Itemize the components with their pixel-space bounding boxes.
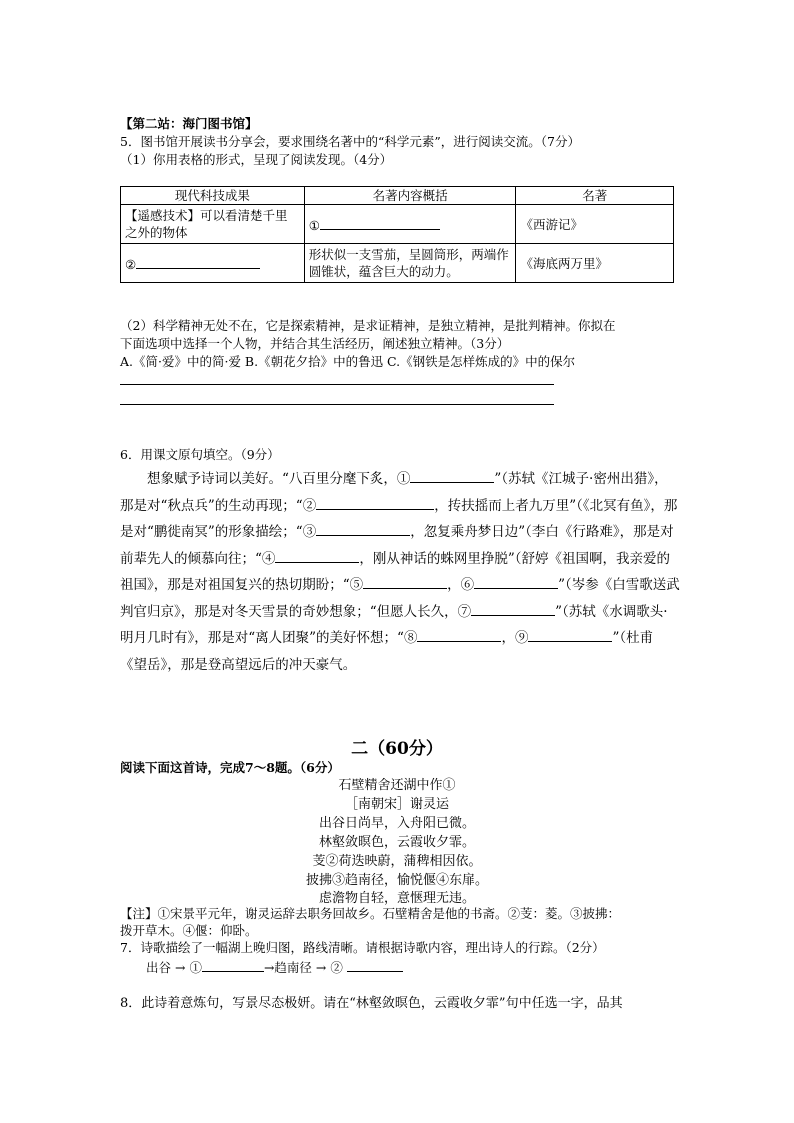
- q6-text: ，忽复乘舟梦日边”（李白《行路难》，那是对前辈先人的倾慕向往；“④: [120, 524, 674, 567]
- answer-blank[interactable]: [316, 521, 410, 536]
- q5-table: [120, 186, 674, 283]
- q5-sub2-line2: 下面选项中选择一个人物，并结合其生活经历，阐述独立精神。（3分）: [120, 336, 510, 351]
- route-text: 出谷 →: [146, 960, 186, 975]
- q5-sub2-line1: （2）科学精神无处不在，它是探索精神，是求证精神，是独立精神，是批判精神。你拟在: [120, 318, 616, 333]
- note-line1: 【注】①宋景平元年，谢灵运辞去职务回故乡。石壁精舍是他的书斋。②芰：菱。③披拂：: [120, 906, 621, 921]
- table-header: 现代科技成果: [121, 187, 305, 205]
- blank-marker: ①: [308, 217, 321, 233]
- table-row: [121, 205, 674, 244]
- answer-blank[interactable]: [136, 254, 260, 269]
- section-heading: 二（60分）: [351, 739, 443, 759]
- q5-prompt: 5．图书馆开展读书分享会，要求围绕名著中的“科学元素”，进行阅读交流。（7分）: [120, 134, 580, 149]
- q5-sub1: （1）你用表格的形式，呈现了阅读发现。（4分）: [120, 152, 393, 167]
- q6-prompt: 6．用课文原句填空。（9分）: [120, 447, 280, 462]
- table-cell-blank[interactable]: [121, 244, 305, 283]
- answer-line[interactable]: [120, 404, 554, 405]
- q7-route: [146, 957, 403, 977]
- table-header: 名著内容概括: [304, 187, 516, 205]
- poem-line: 林壑敛暝色，云霞收夕霏。: [318, 835, 475, 850]
- blank-marker: ②: [125, 256, 137, 272]
- q6-text: ，⑨: [501, 630, 529, 646]
- table-cell: 【遥感技术】可以看清楚千里之外的物体: [121, 205, 305, 244]
- answer-blank[interactable]: [410, 468, 494, 483]
- q6-text: ，抟扶摇而上者九万里”（《北冥有鱼》，那是对“鹏徙南冥”的形象描绘；“③: [120, 497, 678, 540]
- q6-text: ”（苏轼《江城子·密州出猎》，那是对“秋点兵”的生动再现；“②: [120, 471, 668, 514]
- answer-blank[interactable]: [474, 574, 558, 589]
- table-header-row: [121, 187, 674, 205]
- poem-line: 虑澹物自轻，意惬理无违。: [318, 891, 475, 906]
- q6-text: 想象赋予诗词以美好。“八百里分麾下炙，①: [147, 471, 411, 487]
- answer-blank[interactable]: [316, 495, 434, 510]
- q6-text: ”（苏轼《水调歌头·明月几时有》，那是对“离人团聚”的美好怀想；“⑧: [120, 603, 668, 646]
- table-row: [121, 244, 674, 283]
- poem-author: ［南朝宋］谢灵运: [344, 797, 449, 812]
- reading-intro: 阅读下面这首诗，完成7～8题。（6分）: [120, 760, 340, 775]
- answer-line[interactable]: [120, 384, 554, 385]
- answer-blank[interactable]: [202, 957, 264, 972]
- answer-blank[interactable]: [347, 957, 403, 972]
- answer-blank[interactable]: [363, 574, 447, 589]
- poem-line: 芰②荷迭映蔚，蒲稗相因依。: [312, 854, 482, 869]
- blank-marker: ②: [330, 960, 343, 975]
- q8-prompt: 8．此诗着意炼句，写景尽态极妍。请在“林壑敛暝色，云霞收夕霏”句中任选一字，品其: [120, 996, 623, 1011]
- q6-text: ”（杜甫《望岳》，那是登高望远后的冲天豪气。: [120, 630, 654, 673]
- route-text: →趋南径 →: [263, 960, 327, 975]
- table-cell: 《海底两万里》: [516, 244, 674, 283]
- q6-text: ”（岑参《白雪歌送武判官归京》，那是对冬天雪景的奇妙想象；“但愿人长久，⑦: [120, 577, 680, 620]
- answer-blank[interactable]: [471, 601, 555, 616]
- table-cell-blank[interactable]: [304, 205, 516, 244]
- q7-prompt: 7．诗歌描绘了一幅湖上晚归图，路线清晰。请根据诗歌内容，理出诗人的行踪。（2分）: [120, 940, 605, 955]
- poem-title: 石壁精舍还湖中作①: [338, 778, 456, 793]
- q6-paragraph: [120, 466, 680, 678]
- table-header: 名著: [516, 187, 674, 205]
- answer-blank[interactable]: [320, 215, 440, 230]
- blank-marker: ①: [189, 960, 202, 975]
- note-line2: 拨开草木。④偃：仰卧。: [120, 923, 258, 938]
- poem-line: 出谷日尚早，入舟阳已微。: [318, 816, 475, 831]
- answer-blank[interactable]: [528, 627, 612, 642]
- q5-options: A.《简·爱》中的简·爱 B.《朝花夕拾》中的鲁迅 C.《钢铁是怎样炼成的》中的保尔: [120, 354, 576, 369]
- answer-blank[interactable]: [417, 627, 501, 642]
- q6-text: ，刚从神话的蛛网里挣脱”（舒婷《祖国啊，我亲爱的祖国》，那是对祖国复兴的热切期盼；“⑤: [120, 550, 671, 593]
- table-cell: 《西游记》: [516, 205, 674, 244]
- station-heading: 【第二站：海门图书馆】: [120, 116, 258, 131]
- q6-text: ，⑥: [447, 577, 475, 593]
- table-cell: 形状似一支雪茄，呈圆筒形，两端作圆锥状，蕴含巨大的动力。: [304, 244, 516, 283]
- answer-blank[interactable]: [275, 548, 359, 563]
- poem-line: 披拂③趋南径，愉悦偃④东扉。: [305, 873, 488, 888]
